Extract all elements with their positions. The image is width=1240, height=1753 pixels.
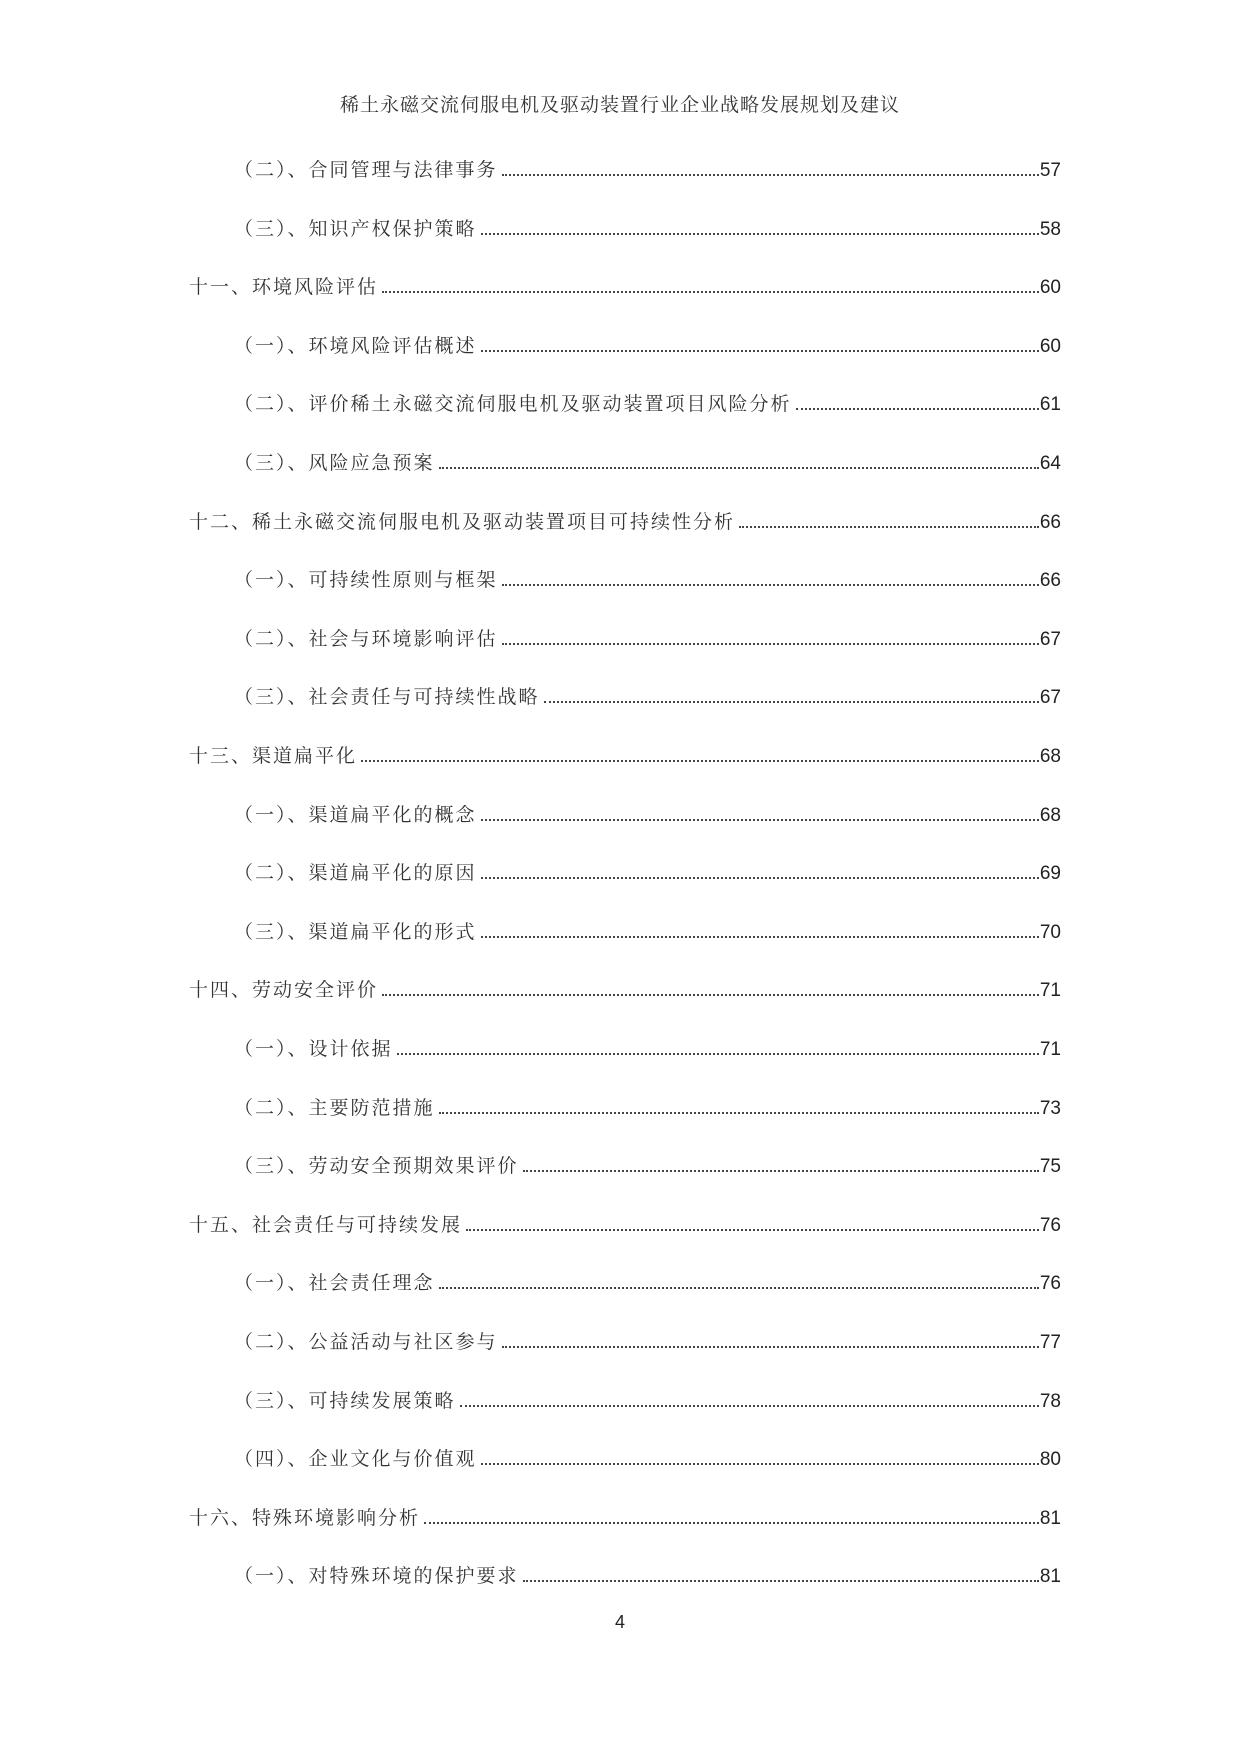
toc-section-entry[interactable] — [189, 386, 1061, 416]
toc-entry-label: 十六、特殊环境影响分析 — [189, 1506, 421, 1529]
toc-entry-label: （三）、知识产权保护策略 — [234, 217, 477, 240]
toc-chapter-entry[interactable] — [189, 972, 1061, 1002]
toc-section-entry[interactable] — [189, 328, 1061, 358]
dot-leader — [481, 233, 1039, 235]
toc-entry-label: （一）、环境风险评估概述 — [234, 334, 477, 357]
toc-entry-page: 68 — [1039, 804, 1061, 826]
dot-leader — [397, 1053, 1039, 1055]
toc-section-entry[interactable] — [189, 1148, 1061, 1178]
toc-entry-page: 60 — [1039, 277, 1061, 299]
dot-leader — [382, 291, 1039, 293]
toc-entry-label: （三）、渠道扁平化的形式 — [234, 920, 477, 943]
toc-section-entry[interactable] — [189, 1031, 1061, 1061]
toc-entry-page: 66 — [1039, 570, 1061, 592]
toc-entry-page: 81 — [1039, 1507, 1061, 1529]
toc-entry-label: （三）、风险应急预案 — [234, 452, 435, 474]
toc-entry-label: （一）、设计依据 — [234, 1038, 393, 1060]
page-number: 4 — [614, 1612, 625, 1632]
toc-section-entry[interactable] — [189, 1090, 1061, 1120]
toc-section-entry[interactable] — [189, 1383, 1061, 1413]
toc-entry-page: 60 — [1039, 335, 1061, 357]
toc-entry-label: （二）、公益活动与社区参与 — [234, 1331, 498, 1353]
toc-section-entry[interactable] — [189, 1265, 1061, 1295]
toc-entry-label: 十一、环境风险评估 — [189, 276, 379, 299]
dot-leader — [544, 701, 1039, 703]
toc-section-entry[interactable] — [189, 562, 1061, 592]
toc-entry-page: 73 — [1039, 1097, 1061, 1119]
toc-entry-label: 十二、稀土永磁交流伺服电机及驱动装置项目可持续性分析 — [189, 510, 736, 533]
dot-leader — [502, 584, 1039, 586]
toc-entry-label: （二）、合同管理与法律事务 — [234, 159, 498, 181]
toc-entry-label: （三）、可持续发展策略 — [234, 1389, 456, 1412]
toc-entry-page: 76 — [1039, 1273, 1061, 1295]
toc-entry-page: 80 — [1039, 1449, 1061, 1471]
toc-section-entry[interactable] — [189, 152, 1061, 182]
dot-leader — [460, 1405, 1039, 1407]
toc-chapter-entry[interactable] — [189, 738, 1061, 768]
toc-entry-page: 68 — [1039, 746, 1061, 767]
toc-entry-label: （一）、社会责任理念 — [234, 1272, 435, 1295]
toc-chapter-entry[interactable] — [189, 504, 1061, 534]
dot-leader — [502, 643, 1039, 645]
dot-leader — [523, 1170, 1039, 1172]
toc-section-entry[interactable] — [189, 855, 1061, 885]
dot-leader — [502, 1346, 1039, 1348]
toc-entry-page: 77 — [1039, 1332, 1061, 1353]
toc-section-entry[interactable] — [189, 679, 1061, 709]
toc-chapter-entry[interactable] — [189, 1500, 1061, 1530]
dot-leader — [481, 819, 1039, 821]
toc-entry-label: （二）、主要防范措施 — [234, 1096, 435, 1119]
dot-leader — [466, 1229, 1039, 1231]
toc-entry-page: 70 — [1039, 921, 1061, 943]
toc-entry-page: 66 — [1039, 511, 1061, 533]
toc-entry-label: （一）、可持续性原则与框架 — [234, 569, 498, 592]
toc-entry-label: （一）、渠道扁平化的概念 — [234, 803, 477, 826]
toc-entry-page: 61 — [1039, 394, 1061, 416]
toc-entry-page: 69 — [1039, 863, 1061, 885]
toc-entry-label: 十三、渠道扁平化 — [189, 745, 358, 767]
toc-entry-page: 58 — [1039, 218, 1061, 240]
toc-entry-label: 十四、劳动安全评价 — [189, 979, 379, 1002]
toc-entry-page: 71 — [1039, 980, 1061, 1002]
toc-chapter-entry[interactable] — [189, 1207, 1061, 1237]
toc-chapter-entry[interactable] — [189, 269, 1061, 299]
toc-section-entry[interactable] — [189, 797, 1061, 827]
toc-section-entry[interactable] — [189, 914, 1061, 944]
dot-leader — [382, 994, 1039, 996]
toc-entry-page: 81 — [1039, 1566, 1061, 1588]
toc-entry-label: （二）、评价稀土永磁交流伺服电机及驱动装置项目风险分析 — [234, 393, 792, 416]
toc-entry-page: 57 — [1039, 160, 1061, 181]
toc-entry-label: （一）、对特殊环境的保护要求 — [234, 1565, 519, 1588]
toc-entry-label: （三）、劳动安全预期效果评价 — [234, 1155, 519, 1178]
dot-leader — [481, 877, 1039, 879]
dot-leader — [424, 1522, 1039, 1524]
dot-leader — [439, 467, 1039, 469]
dot-leader — [739, 526, 1039, 528]
toc-entry-page: 64 — [1039, 453, 1061, 474]
toc-section-entry[interactable] — [189, 1441, 1061, 1471]
toc-section-entry[interactable] — [189, 621, 1061, 651]
toc-section-entry[interactable] — [189, 211, 1061, 241]
toc-entry-page: 71 — [1039, 1039, 1061, 1060]
dot-leader — [523, 1580, 1039, 1582]
toc-entry-page: 75 — [1039, 1156, 1061, 1178]
dot-leader — [502, 174, 1039, 176]
toc-entry-label: （四）、企业文化与价值观 — [234, 1448, 477, 1471]
dot-leader — [481, 936, 1039, 938]
toc-section-entry[interactable] — [189, 1324, 1061, 1354]
toc-entry-page: 67 — [1039, 628, 1061, 650]
toc-entry-label: （三）、社会责任与可持续性战略 — [234, 686, 540, 709]
toc-entry-page: 67 — [1039, 687, 1061, 709]
dot-leader — [481, 350, 1039, 352]
toc-section-entry[interactable] — [189, 445, 1061, 475]
toc-entry-label: （二）、渠道扁平化的原因 — [234, 862, 477, 885]
toc-entry-page: 78 — [1039, 1390, 1061, 1412]
dot-leader — [361, 760, 1039, 762]
toc-entry-label: （二）、社会与环境影响评估 — [234, 627, 498, 650]
dot-leader — [796, 408, 1039, 410]
toc-section-entry[interactable] — [189, 1558, 1061, 1588]
toc-entry-label: 十五、社会责任与可持续发展 — [189, 1213, 463, 1236]
dot-leader — [481, 1463, 1039, 1465]
running-header: 稀土永磁交流伺服电机及驱动装置行业企业战略发展规划及建议 — [339, 94, 900, 116]
dot-leader — [439, 1287, 1039, 1289]
dot-leader — [439, 1112, 1039, 1114]
toc-entry-page: 76 — [1039, 1214, 1061, 1236]
